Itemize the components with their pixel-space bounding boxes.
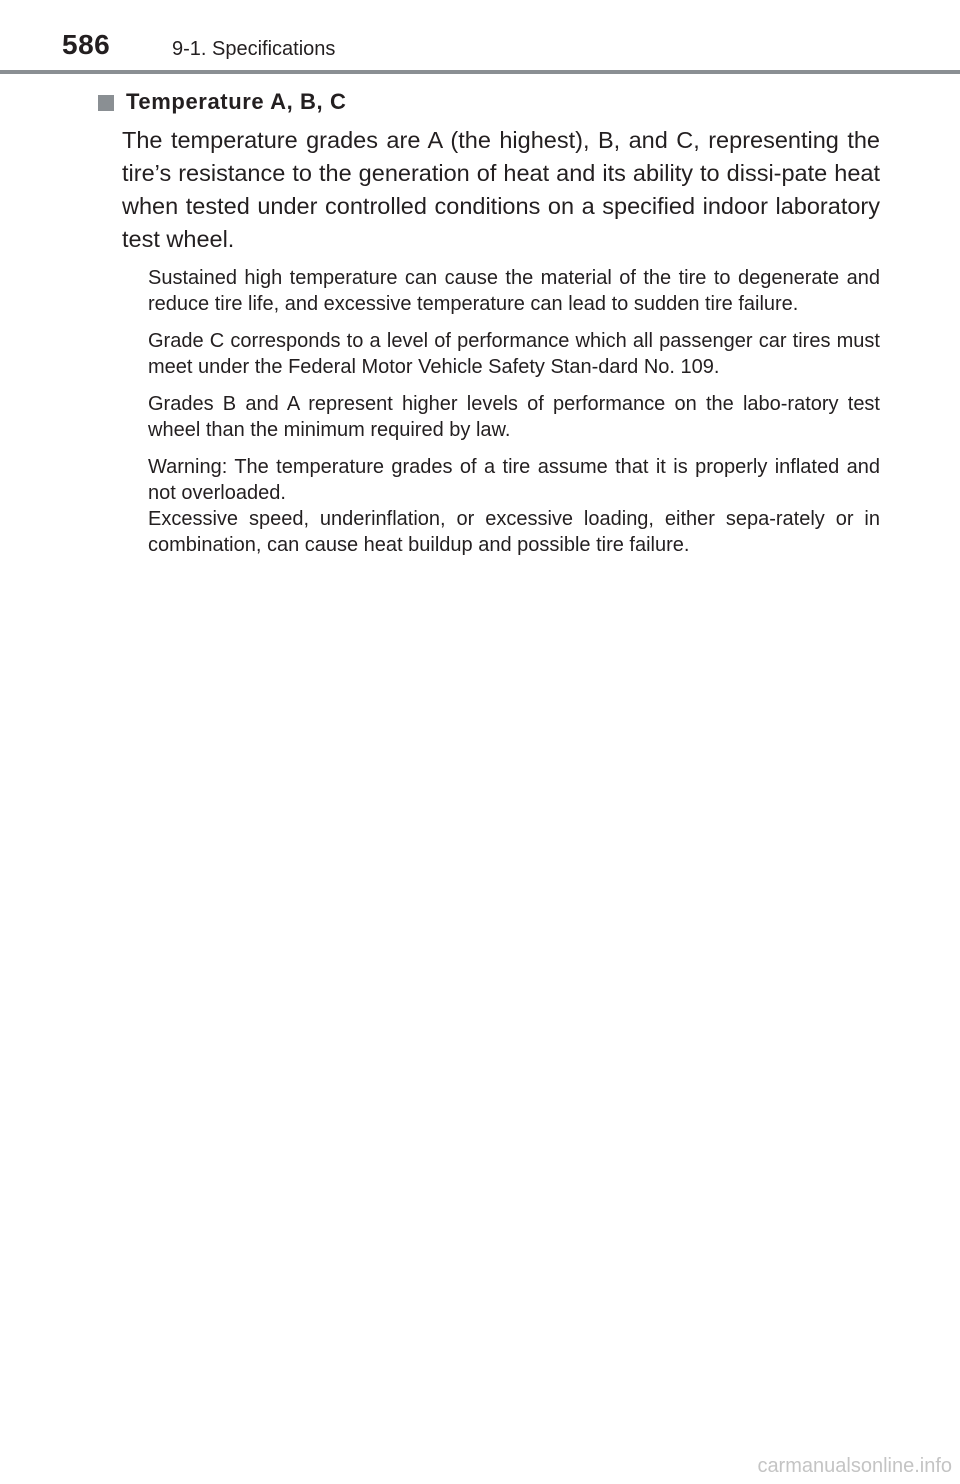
- note-sustained-temperature: Sustained high temperature can cause the material of the tire to degenerate and reduce tire life, and excessive temperature can lead to sudden tire failure.: [148, 267, 880, 315]
- subheading-title: Temperature A, B, C: [126, 89, 347, 114]
- main-paragraph: The temperature grades are A (the highest), B, and C, representing the tire’s resistance to the generation of heat and its ability to dissi-pate heat when tested under controlled conditions on a specified indoor laboratory test wheel.: [122, 127, 880, 252]
- page-header: [0, 0, 960, 78]
- header-divider: [0, 70, 960, 74]
- warning-line-2: Excessive speed, underinflation, or excessive loading, either sepa-rately or in combination, can cause heat buildup and possible tire failure.: [148, 508, 880, 556]
- page-number: 586: [62, 29, 111, 60]
- warning-line-1: Warning: The temperature grades of a tire assume that it is properly inflated and not overloaded.: [148, 456, 880, 504]
- subheading: [98, 88, 346, 116]
- note-grades-b-a: Grades B and A represent higher levels of performance on the labo-ratory test wheel than the minimum required by law.: [148, 393, 880, 441]
- note-grade-c: Grade C corresponds to a level of performance which all passenger car tires must meet under the Federal Motor Vehicle Safety Stan-dard No. 109.: [148, 330, 880, 378]
- warning-note: [148, 454, 880, 558]
- square-bullet-icon: [98, 95, 114, 111]
- section-title: 9-1. Specifications: [172, 38, 336, 60]
- notes-list: [148, 265, 880, 569]
- watermark: carmanualsonline.info: [757, 1455, 952, 1477]
